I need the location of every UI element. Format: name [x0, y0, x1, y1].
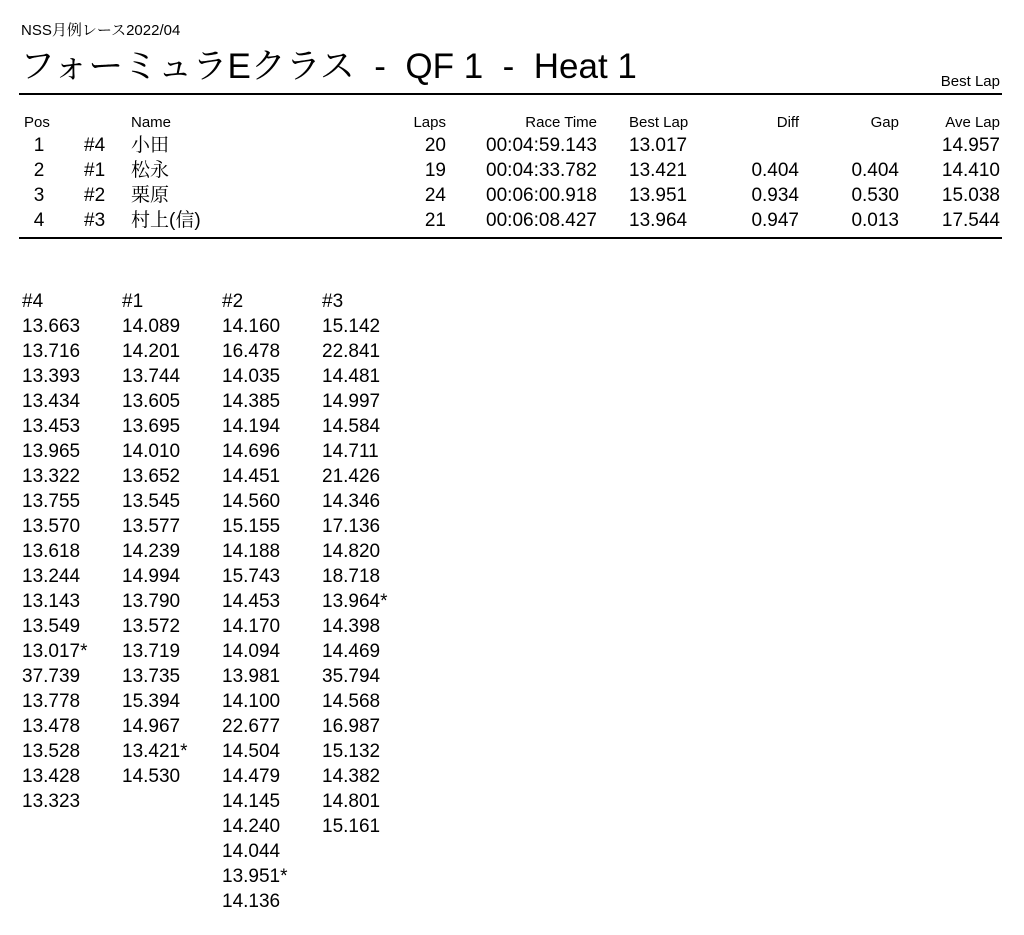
lap-time: 13.528	[22, 741, 81, 762]
results-header-row	[0, 113, 1024, 133]
row-pos: 4	[33, 210, 45, 231]
lap-time: 14.346	[322, 491, 381, 512]
lap-column	[322, 289, 422, 839]
lap-column	[222, 289, 322, 914]
lap-time: 13.428	[22, 766, 81, 787]
lap-column-header: #4	[22, 291, 44, 312]
lap-time: 14.994	[122, 566, 181, 587]
row-pos: 3	[33, 185, 45, 206]
lap-time: 22.841	[322, 341, 381, 362]
lap-time: 14.240	[222, 816, 281, 837]
row-driver-name: 松永	[131, 160, 170, 181]
lap-time: 14.194	[222, 416, 281, 437]
lap-time: 13.323	[22, 791, 81, 812]
lap-time: 15.743	[222, 566, 281, 587]
table-row	[0, 158, 1024, 183]
row-race-time: 00:04:59.143	[486, 135, 597, 156]
event-name: NSS月例レース2022/04	[21, 22, 181, 39]
lap-time: 14.100	[222, 691, 281, 712]
results-table	[0, 113, 1024, 233]
lap-time: 13.244	[22, 566, 81, 587]
row-laps: 21	[424, 210, 446, 231]
row-gap: 0.530	[851, 185, 899, 206]
row-race-time: 00:06:08.427	[486, 210, 597, 231]
row-laps: 20	[424, 135, 446, 156]
lap-time: 14.398	[322, 616, 381, 637]
lap-time: 14.385	[222, 391, 281, 412]
lap-time: 13.453	[22, 416, 81, 437]
lap-time: 14.170	[222, 616, 281, 637]
lap-time: 13.322	[22, 466, 81, 487]
header-race-time: Race Time	[525, 114, 597, 131]
lap-time: 14.089	[122, 316, 181, 337]
header-diff: Diff	[776, 114, 799, 131]
lap-time: 15.161	[322, 816, 381, 837]
lap-time: 35.794	[322, 666, 381, 687]
lap-time: 14.382	[322, 766, 381, 787]
lap-time: 13.393	[22, 366, 81, 387]
lap-time: 14.010	[122, 441, 181, 462]
lap-time: 13.549	[22, 616, 81, 637]
lap-time: 15.394	[122, 691, 181, 712]
lap-time: 14.160	[222, 316, 281, 337]
lap-time: 13.964*	[322, 591, 388, 612]
lap-time: 14.479	[222, 766, 281, 787]
lap-time: 22.677	[222, 716, 281, 737]
row-ave-lap: 14.957	[941, 135, 1000, 156]
lap-time: 13.981	[222, 666, 281, 687]
lap-time: 14.967	[122, 716, 181, 737]
lap-time: 14.094	[222, 641, 281, 662]
lap-time: 17.136	[322, 516, 381, 537]
header-pos: Pos	[24, 114, 50, 131]
row-driver-name: 栗原	[131, 185, 170, 206]
row-car-number: #2	[84, 185, 106, 206]
table-row	[0, 183, 1024, 208]
row-driver-name: 村上(信)	[131, 210, 201, 231]
row-best-lap: 13.421	[629, 160, 688, 181]
lap-time: 15.155	[222, 516, 281, 537]
lap-time: 14.145	[222, 791, 281, 812]
lap-time: 14.820	[322, 541, 381, 562]
lap-time: 14.188	[222, 541, 281, 562]
lap-time: 14.504	[222, 741, 281, 762]
lap-time: 14.584	[322, 416, 381, 437]
page-title: フォーミュラEクラス - QF 1 - Heat 1	[20, 47, 637, 86]
lap-time: 16.987	[322, 716, 381, 737]
sort-label: Best Lap	[940, 73, 1000, 90]
row-diff: 0.934	[751, 185, 799, 206]
header-gap: Gap	[870, 114, 899, 131]
lap-time: 13.577	[122, 516, 181, 537]
lap-time: 14.451	[222, 466, 281, 487]
lap-time: 13.744	[122, 366, 181, 387]
lap-column-header: #1	[122, 291, 144, 312]
bottom-rule	[19, 237, 1002, 239]
lap-time: 13.951*	[222, 866, 288, 887]
lap-time: 14.239	[122, 541, 181, 562]
lap-time: 13.017*	[22, 641, 88, 662]
row-driver-name: 小田	[131, 135, 170, 156]
lap-time: 13.755	[22, 491, 81, 512]
row-car-number: #1	[84, 160, 106, 181]
row-laps: 24	[424, 185, 446, 206]
top-rule	[19, 93, 1002, 95]
row-best-lap: 13.964	[629, 210, 688, 231]
lap-time: 14.136	[222, 891, 281, 912]
row-laps: 19	[424, 160, 446, 181]
lap-time: 13.716	[22, 341, 81, 362]
row-race-time: 00:04:33.782	[486, 160, 597, 181]
lap-time: 13.719	[122, 641, 181, 662]
lap-time: 14.481	[322, 366, 381, 387]
lap-column-header: #3	[322, 291, 344, 312]
lap-time: 13.478	[22, 716, 81, 737]
lap-time: 14.201	[122, 341, 181, 362]
row-car-number: #3	[84, 210, 106, 231]
lap-time: 13.695	[122, 416, 181, 437]
lap-time: 13.663	[22, 316, 81, 337]
lap-time: 14.997	[322, 391, 381, 412]
row-race-time: 00:06:00.918	[486, 185, 597, 206]
lap-time: 14.696	[222, 441, 281, 462]
lap-time: 13.652	[122, 466, 181, 487]
lap-time: 13.735	[122, 666, 181, 687]
lap-column	[22, 289, 122, 814]
table-row	[0, 133, 1024, 158]
lap-time: 13.790	[122, 591, 181, 612]
lap-time: 13.572	[122, 616, 181, 637]
lap-time: 14.560	[222, 491, 281, 512]
lap-time: 13.434	[22, 391, 81, 412]
lap-time: 14.044	[222, 841, 281, 862]
row-best-lap: 13.017	[629, 135, 688, 156]
lap-time: 15.132	[322, 741, 381, 762]
lap-time: 13.605	[122, 391, 181, 412]
table-row	[0, 208, 1024, 233]
lap-column-header: #2	[222, 291, 244, 312]
lap-time: 15.142	[322, 316, 381, 337]
lap-time: 13.965	[22, 441, 81, 462]
header-best-lap: Best Lap	[629, 114, 689, 131]
lap-time: 14.469	[322, 641, 381, 662]
row-diff: 0.404	[751, 160, 799, 181]
lap-time: 14.711	[322, 441, 379, 462]
header-laps: Laps	[413, 114, 446, 131]
lap-time: 16.478	[222, 341, 281, 362]
lap-time: 37.739	[22, 666, 81, 687]
row-ave-lap: 15.038	[941, 185, 1000, 206]
lap-time: 14.568	[322, 691, 381, 712]
lap-time: 14.035	[222, 366, 281, 387]
row-car-number: #4	[84, 135, 106, 156]
lap-time: 13.143	[22, 591, 81, 612]
lap-time: 13.778	[22, 691, 81, 712]
row-gap: 0.404	[851, 160, 899, 181]
lap-time: 14.530	[122, 766, 181, 787]
lap-time: 13.421*	[122, 741, 188, 762]
lap-time: 13.545	[122, 491, 181, 512]
lap-column	[122, 289, 222, 789]
lap-time: 21.426	[322, 466, 381, 487]
lap-time: 14.453	[222, 591, 281, 612]
row-diff: 0.947	[751, 210, 799, 231]
row-pos: 2	[33, 160, 45, 181]
lap-time: 13.570	[22, 516, 81, 537]
lap-time: 18.718	[322, 566, 381, 587]
row-ave-lap: 14.410	[941, 160, 1000, 181]
header-name: Name	[131, 114, 172, 131]
row-pos: 1	[33, 135, 45, 156]
header-ave-lap: Ave Lap	[945, 114, 1000, 131]
lap-time: 13.618	[22, 541, 81, 562]
row-ave-lap: 17.544	[941, 210, 1000, 231]
lap-time: 14.801	[322, 791, 381, 812]
row-gap: 0.013	[851, 210, 899, 231]
row-best-lap: 13.951	[629, 185, 688, 206]
